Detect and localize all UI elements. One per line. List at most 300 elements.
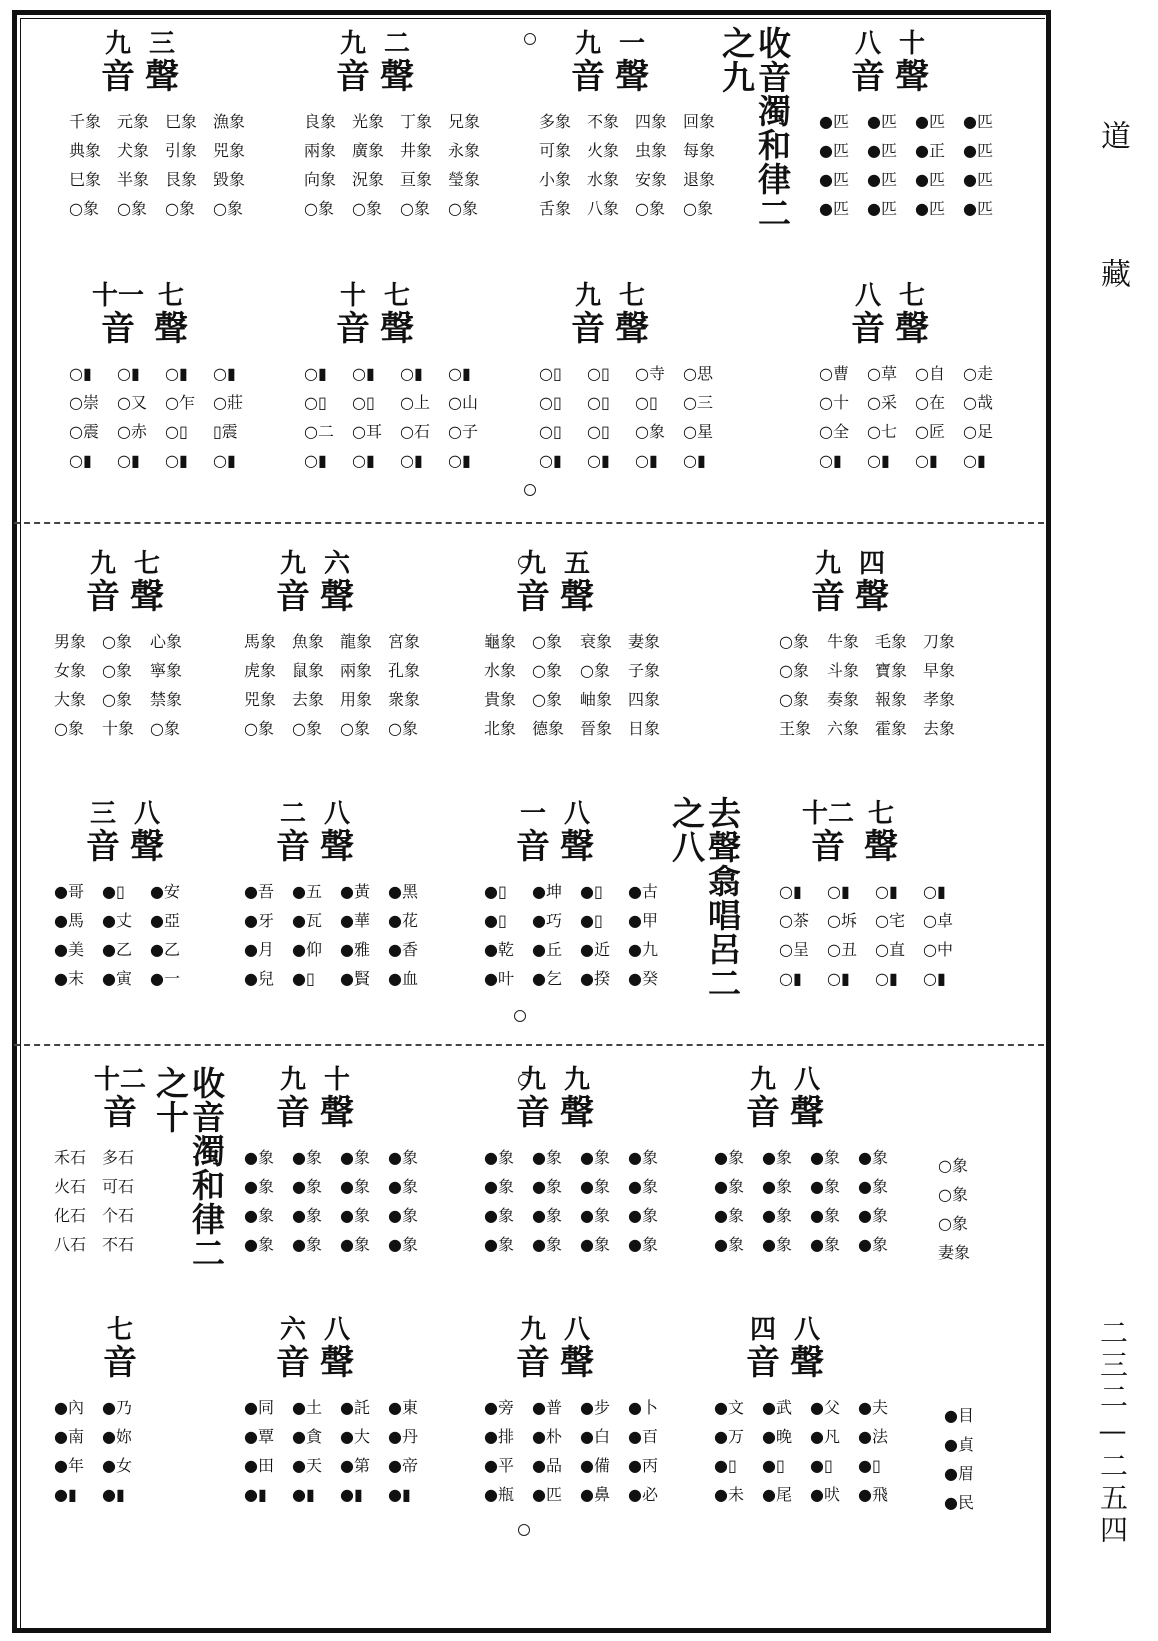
grid-cell: ●匹 — [915, 170, 945, 189]
grid-cell: ○自 — [915, 364, 945, 383]
tone-label: 聲 — [380, 309, 414, 349]
grid-cell: ●象 — [388, 1148, 418, 1167]
sound-label: 音 — [516, 1343, 550, 1383]
sound-number: 九 — [749, 1065, 776, 1095]
sound-label: 音 — [516, 827, 550, 867]
grid-cell: ●象 — [714, 1235, 744, 1254]
grid-cell: ○▮ — [587, 451, 610, 470]
grid-cell: ○▮ — [69, 364, 92, 383]
rhyme-block — [40, 1066, 250, 1296]
sound-number: 三 — [89, 799, 116, 829]
grid-cell: ○象 — [102, 632, 132, 651]
grid-cell: ●東 — [388, 1398, 418, 1417]
extra-cell: ●貞 — [944, 1435, 974, 1454]
tone-label: 聲 — [320, 827, 354, 867]
grid-cell: ●象 — [292, 1235, 322, 1254]
grid-cell: ●▯ — [292, 969, 315, 988]
block-grid — [714, 1148, 906, 1254]
grid-cell: ●象 — [580, 1235, 610, 1254]
grid-cell: 日象 — [628, 719, 661, 738]
tone-number: 八 — [133, 799, 160, 829]
sound-label: 音 — [571, 57, 605, 97]
grid-cell: ●坤 — [532, 882, 562, 901]
grid-cell: 舌象 — [539, 199, 572, 218]
tone-label: 聲 — [154, 309, 188, 349]
grid-cell: ●貪 — [292, 1427, 322, 1446]
grid-cell: ●託 — [340, 1398, 370, 1417]
grid-cell: ●象 — [858, 1177, 888, 1196]
tone-label: 聲 — [320, 1343, 354, 1383]
tone-number: 七 — [618, 281, 645, 311]
grid-cell: ○象 — [448, 199, 478, 218]
sound-number: 九 — [574, 281, 601, 311]
sound-label: 音 — [276, 1093, 310, 1133]
grid-cell: ●備 — [580, 1456, 610, 1475]
grid-cell: ○乍 — [165, 393, 195, 412]
extra-cell: 妻象 — [938, 1243, 971, 1262]
grid-cell: ○丑 — [827, 940, 857, 959]
block-grid — [304, 112, 496, 218]
block-title — [490, 1316, 620, 1382]
grid-cell: ●象 — [580, 1177, 610, 1196]
grid-cell: ●黃 — [340, 882, 370, 901]
grid-cell: ○象 — [292, 719, 322, 738]
sound-number: 九 — [89, 549, 116, 579]
grid-cell: 多象 — [539, 112, 572, 131]
grid-cell: 貴象 — [484, 690, 517, 709]
grid-cell: 晉象 — [580, 719, 613, 738]
grid-cell: ○▯ — [539, 422, 562, 441]
grid-cell: 不象 — [587, 112, 620, 131]
tone-number: 四 — [858, 549, 885, 579]
grid-cell: ●父 — [810, 1398, 840, 1417]
grid-cell: ●雅 — [340, 940, 370, 959]
grid-cell: ●象 — [340, 1206, 370, 1225]
rhyme-block — [805, 30, 1015, 260]
grid-cell: ●象 — [858, 1235, 888, 1254]
grid-cell: ●丘 — [532, 940, 562, 959]
grid-cell: ▯震 — [213, 422, 238, 441]
grid-cell: ○象 — [779, 632, 809, 651]
tone-number: 八 — [323, 799, 350, 829]
rhyme-block — [470, 1316, 680, 1546]
grid-cell: 霍象 — [875, 719, 908, 738]
grid-cell: ●象 — [244, 1206, 274, 1225]
tone-number: 六 — [323, 549, 350, 579]
grid-cell: ●匹 — [915, 112, 945, 131]
grid-cell: ○▮ — [875, 882, 898, 901]
block-title — [75, 30, 205, 96]
tone-label: 聲 — [130, 827, 164, 867]
grid-cell: 早象 — [923, 661, 956, 680]
grid-cell: ○▮ — [635, 451, 658, 470]
grid-cell: ○呈 — [779, 940, 809, 959]
grid-cell: ●象 — [292, 1148, 322, 1167]
grid-cell — [150, 1485, 198, 1504]
rhyme-block — [290, 30, 500, 260]
grid-cell: 去象 — [923, 719, 956, 738]
grid-cell: ○▮ — [352, 364, 375, 383]
sound-number: 九 — [279, 549, 306, 579]
grid-cell: ●凡 — [810, 1427, 840, 1446]
grid-cell: ●匹 — [963, 141, 993, 160]
grid-cell: 王象 — [779, 719, 812, 738]
grid-cell: ●象 — [388, 1235, 418, 1254]
grid-cell: ○直 — [875, 940, 905, 959]
block-grid — [244, 882, 436, 988]
grid-cell: ○象 — [304, 199, 334, 218]
grid-cell: ●匹 — [963, 199, 993, 218]
grid-cell: ●匹 — [867, 170, 897, 189]
grid-cell: ○赤 — [117, 422, 147, 441]
block-title — [250, 800, 380, 866]
tone-number: 五 — [563, 549, 590, 579]
grid-cell: ●覃 — [244, 1427, 274, 1446]
grid-cell: ○▯ — [587, 422, 610, 441]
grid-cell: ○象 — [340, 719, 370, 738]
margin-page-number: 二三二—二五四 — [1096, 1318, 1129, 1547]
grid-cell: 漁象 — [213, 112, 246, 131]
grid-cell: ○崇 — [69, 393, 99, 412]
grid-cell: ●象 — [244, 1177, 274, 1196]
rhyme-block — [40, 550, 250, 780]
divider-1 — [14, 522, 1044, 524]
grid-cell: ●匹 — [867, 112, 897, 131]
grid-cell: ●▮ — [54, 1485, 77, 1504]
grid-cell: 北象 — [484, 719, 517, 738]
rhyme-block — [230, 800, 440, 1030]
grid-cell: ●象 — [858, 1148, 888, 1167]
tone-label: 聲 — [560, 1093, 594, 1133]
grid-cell: ○象 — [352, 199, 382, 218]
grid-cell: ○▯ — [352, 393, 375, 412]
extra-cell: ○象 — [938, 1156, 968, 1175]
grid-cell: ●美 — [54, 940, 84, 959]
header-2: 去聲翕唱呂二之八 — [667, 796, 742, 1000]
grid-cell: 兩象 — [340, 661, 373, 680]
grid-cell: ●象 — [340, 1177, 370, 1196]
grid-cell: ●象 — [714, 1206, 744, 1225]
margin-volume: 藏 — [1095, 258, 1130, 292]
grid-cell: ○▮ — [448, 451, 471, 470]
grid-cell: ●古 — [628, 882, 658, 901]
grid-cell: ○星 — [683, 422, 713, 441]
block-title — [250, 550, 380, 616]
grid-cell: ●年 — [54, 1456, 84, 1475]
sound-number: 四 — [749, 1315, 776, 1345]
sound-number: 六 — [279, 1315, 306, 1345]
grid-cell: 兄象 — [448, 112, 481, 131]
grid-cell: 永象 — [448, 141, 481, 160]
grid-cell: ○▮ — [117, 364, 140, 383]
tone-label: 聲 — [560, 827, 594, 867]
grid-cell: ●末 — [54, 969, 84, 988]
grid-cell: ○在 — [915, 393, 945, 412]
grid-cell: 衆象 — [388, 690, 421, 709]
tone-label: 聲 — [895, 309, 929, 349]
grid-cell: ○▯ — [587, 364, 610, 383]
grid-cell: ●癸 — [628, 969, 658, 988]
block-grid — [484, 632, 676, 738]
block-grid — [244, 1398, 436, 1504]
grid-cell: 安象 — [635, 170, 668, 189]
grid-cell: ○象 — [532, 661, 562, 680]
grid-cell: 心象 — [150, 632, 183, 651]
grid-cell: ●象 — [580, 1206, 610, 1225]
grid-cell: ○▯ — [539, 393, 562, 412]
grid-cell: ●乾 — [484, 940, 514, 959]
grid-cell: ●象 — [484, 1235, 514, 1254]
grid-cell: ○象 — [532, 690, 562, 709]
grid-cell: ●甲 — [628, 911, 658, 930]
grid-cell: 向象 — [304, 170, 337, 189]
block-grid — [69, 364, 261, 470]
grid-cell — [150, 1148, 198, 1167]
sound-label: 音 — [746, 1093, 780, 1133]
grid-cell: 孝象 — [923, 690, 956, 709]
grid-cell: ●馬 — [54, 911, 84, 930]
block-grid — [69, 112, 261, 218]
extra-cell: ●眉 — [944, 1464, 974, 1483]
grid-cell: ●▯ — [580, 882, 603, 901]
sound-number: 二 — [279, 799, 306, 829]
divider-2 — [14, 1044, 1044, 1046]
sound-label: 音 — [810, 827, 845, 867]
grid-cell: ●象 — [628, 1177, 658, 1196]
grid-cell: ●帝 — [388, 1456, 418, 1475]
block-title — [785, 800, 915, 866]
sound-number: 十二 — [801, 799, 854, 829]
tone-number: 十 — [898, 29, 925, 59]
grid-cell: 龍象 — [340, 632, 373, 651]
grid-cell: 馬象 — [244, 632, 277, 651]
grid-cell: ○▮ — [117, 451, 140, 470]
grid-cell: ○▮ — [683, 451, 706, 470]
grid-cell: ●揆 — [580, 969, 610, 988]
block-grid — [779, 882, 971, 988]
grid-cell: 艮象 — [165, 170, 198, 189]
tone-label: 聲 — [790, 1343, 824, 1383]
grid-cell: 兩象 — [304, 141, 337, 160]
sound-number: 十一 — [91, 281, 144, 311]
grid-cell: ●象 — [532, 1206, 562, 1225]
grid-cell: ●▮ — [244, 1485, 267, 1504]
grid-cell: ○▮ — [69, 451, 92, 470]
tone-number: 八 — [563, 1315, 590, 1345]
grid-cell: ●象 — [762, 1177, 792, 1196]
grid-cell: ○茶 — [779, 911, 809, 930]
grid-cell: ●仰 — [292, 940, 322, 959]
grid-cell: ○二 — [304, 422, 334, 441]
grid-cell: ●五 — [292, 882, 322, 901]
rhyme-block — [230, 550, 440, 780]
sound-label: 音 — [86, 577, 120, 617]
grid-cell: ●象 — [388, 1206, 418, 1225]
block-title — [250, 1066, 380, 1132]
sound-label: 音 — [571, 309, 605, 349]
grid-cell: ●內 — [54, 1398, 84, 1417]
grid-cell: ●象 — [532, 1177, 562, 1196]
sound-label: 音 — [516, 1093, 550, 1133]
grid-cell: ●匹 — [819, 112, 849, 131]
grid-cell: ○▮ — [213, 451, 236, 470]
grid-cell: ○▯ — [635, 393, 658, 412]
grid-cell: ●賢 — [340, 969, 370, 988]
grid-cell: ●普 — [532, 1398, 562, 1417]
grid-cell: ●象 — [628, 1235, 658, 1254]
grid-cell: ●象 — [484, 1148, 514, 1167]
grid-cell: 大象 — [54, 690, 87, 709]
grid-cell: 廣象 — [352, 141, 385, 160]
tone-label: 聲 — [615, 57, 649, 97]
grid-cell: 火象 — [587, 141, 620, 160]
grid-cell: ●匹 — [867, 199, 897, 218]
tone-number: 八 — [563, 799, 590, 829]
grid-cell: 水象 — [484, 661, 517, 680]
grid-cell: ○采 — [867, 393, 897, 412]
grid-cell: ○象 — [388, 719, 418, 738]
grid-cell: ●必 — [628, 1485, 658, 1504]
grid-cell: ●寅 — [102, 969, 132, 988]
grid-cell: ●乙 — [102, 940, 132, 959]
sound-label: 音 — [276, 577, 310, 617]
grid-cell: ●妳 — [102, 1427, 132, 1446]
grid-cell: 衰象 — [580, 632, 613, 651]
grid-cell: 个石 — [102, 1206, 135, 1225]
tone-label: 聲 — [855, 577, 889, 617]
grid-cell: 刀象 — [923, 632, 956, 651]
grid-cell: ●第 — [340, 1456, 370, 1475]
grid-cell: ●▯ — [580, 911, 603, 930]
block-grid — [819, 112, 1011, 218]
block-grid — [539, 112, 731, 218]
grid-cell: ○▮ — [867, 451, 890, 470]
grid-cell: ●花 — [388, 911, 418, 930]
grid-cell: 用象 — [340, 690, 373, 709]
grid-cell: 千象 — [69, 112, 102, 131]
grid-cell: ●月 — [244, 940, 274, 959]
grid-cell: ○▮ — [779, 969, 802, 988]
grid-cell: 光象 — [352, 112, 385, 131]
grid-cell: ●象 — [810, 1148, 840, 1167]
grid-cell: ●黑 — [388, 882, 418, 901]
grid-cell: ○象 — [779, 690, 809, 709]
sound-number: 九 — [104, 29, 131, 59]
rhyme-block — [765, 800, 975, 1030]
grid-cell: ●象 — [244, 1148, 274, 1167]
grid-cell: ●匹 — [819, 141, 849, 160]
grid-cell: ●吠 — [810, 1485, 840, 1504]
rhyme-block — [470, 1066, 680, 1296]
grid-cell: ●象 — [292, 1206, 322, 1225]
grid-cell: ●▯ — [484, 882, 507, 901]
grid-cell: ○寺 — [635, 364, 665, 383]
grid-cell: ○震 — [69, 422, 99, 441]
grid-cell — [150, 1206, 198, 1225]
grid-cell — [150, 1427, 198, 1446]
tone-label: 聲 — [380, 57, 414, 97]
tone-number: 二 — [383, 29, 410, 59]
grid-cell: 況象 — [352, 170, 385, 189]
grid-cell: 斗象 — [827, 661, 860, 680]
grid-cell: 牛象 — [827, 632, 860, 651]
sound-number: 九 — [339, 29, 366, 59]
grid-cell: ●▯ — [714, 1456, 737, 1475]
rhyme-block — [700, 1066, 910, 1296]
grid-cell: ○▮ — [352, 451, 375, 470]
grid-cell: ●象 — [484, 1177, 514, 1196]
grid-cell: ●万 — [714, 1427, 744, 1446]
grid-cell: ●象 — [244, 1235, 274, 1254]
grid-cell: ●天 — [292, 1456, 322, 1475]
grid-cell: ●一 — [150, 969, 180, 988]
sound-label: 音 — [100, 309, 135, 349]
grid-cell: ○宅 — [875, 911, 905, 930]
grid-cell: 兕象 — [213, 141, 246, 160]
grid-cell: 十象 — [102, 719, 135, 738]
margin-section: 道 — [1095, 120, 1130, 154]
grid-cell: 龜象 — [484, 632, 517, 651]
block-title — [490, 1066, 620, 1132]
grid-cell: ●排 — [484, 1427, 514, 1446]
grid-cell: ○草 — [867, 364, 897, 383]
grid-cell: ●象 — [810, 1206, 840, 1225]
grid-cell: ○足 — [963, 422, 993, 441]
tone-number: 七 — [898, 281, 925, 311]
rhyme-block — [230, 1066, 440, 1296]
grid-cell: ●象 — [580, 1148, 610, 1167]
grid-cell: ●象 — [628, 1206, 658, 1225]
grid-cell: 每象 — [683, 141, 716, 160]
block-title — [60, 1316, 190, 1382]
grid-cell: 兕象 — [244, 690, 277, 709]
grid-cell: ●▯ — [858, 1456, 881, 1475]
block-grid — [539, 364, 731, 470]
grid-cell: 八象 — [587, 199, 620, 218]
grid-cell: ●朴 — [532, 1427, 562, 1446]
grid-cell: ●匹 — [867, 141, 897, 160]
grid-cell: 八石 — [54, 1235, 87, 1254]
tone-number: 七 — [157, 281, 184, 311]
grid-cell: ○象 — [69, 199, 99, 218]
block-title — [60, 1066, 190, 1132]
grid-cell: 毀象 — [213, 170, 246, 189]
extra-cell: ●民 — [944, 1493, 974, 1512]
grid-cell: 良象 — [304, 112, 337, 131]
grid-cell: ●匹 — [819, 170, 849, 189]
grid-cell: ●▯ — [102, 882, 125, 901]
grid-cell: ●匹 — [532, 1485, 562, 1504]
grid-cell — [150, 1456, 198, 1475]
header-1: 收音濁和律二之九 — [717, 26, 792, 230]
block-title — [720, 1066, 850, 1132]
grid-cell: 引象 — [165, 141, 198, 160]
block-grid — [54, 882, 246, 988]
sound-number: 九 — [814, 549, 841, 579]
grid-cell: 四象 — [628, 690, 661, 709]
grid-cell: ●正 — [915, 141, 945, 160]
sound-number: 九 — [519, 1315, 546, 1345]
grid-cell: ●同 — [244, 1398, 274, 1417]
grid-cell: 犬象 — [117, 141, 150, 160]
tone-label: 聲 — [320, 577, 354, 617]
tone-number: 八 — [793, 1065, 820, 1095]
sound-label: 音 — [811, 577, 845, 617]
grid-cell: ●▯ — [762, 1456, 785, 1475]
grid-cell: ○▮ — [779, 882, 802, 901]
sound-number: 八 — [854, 281, 881, 311]
rhyme-block — [525, 30, 735, 260]
